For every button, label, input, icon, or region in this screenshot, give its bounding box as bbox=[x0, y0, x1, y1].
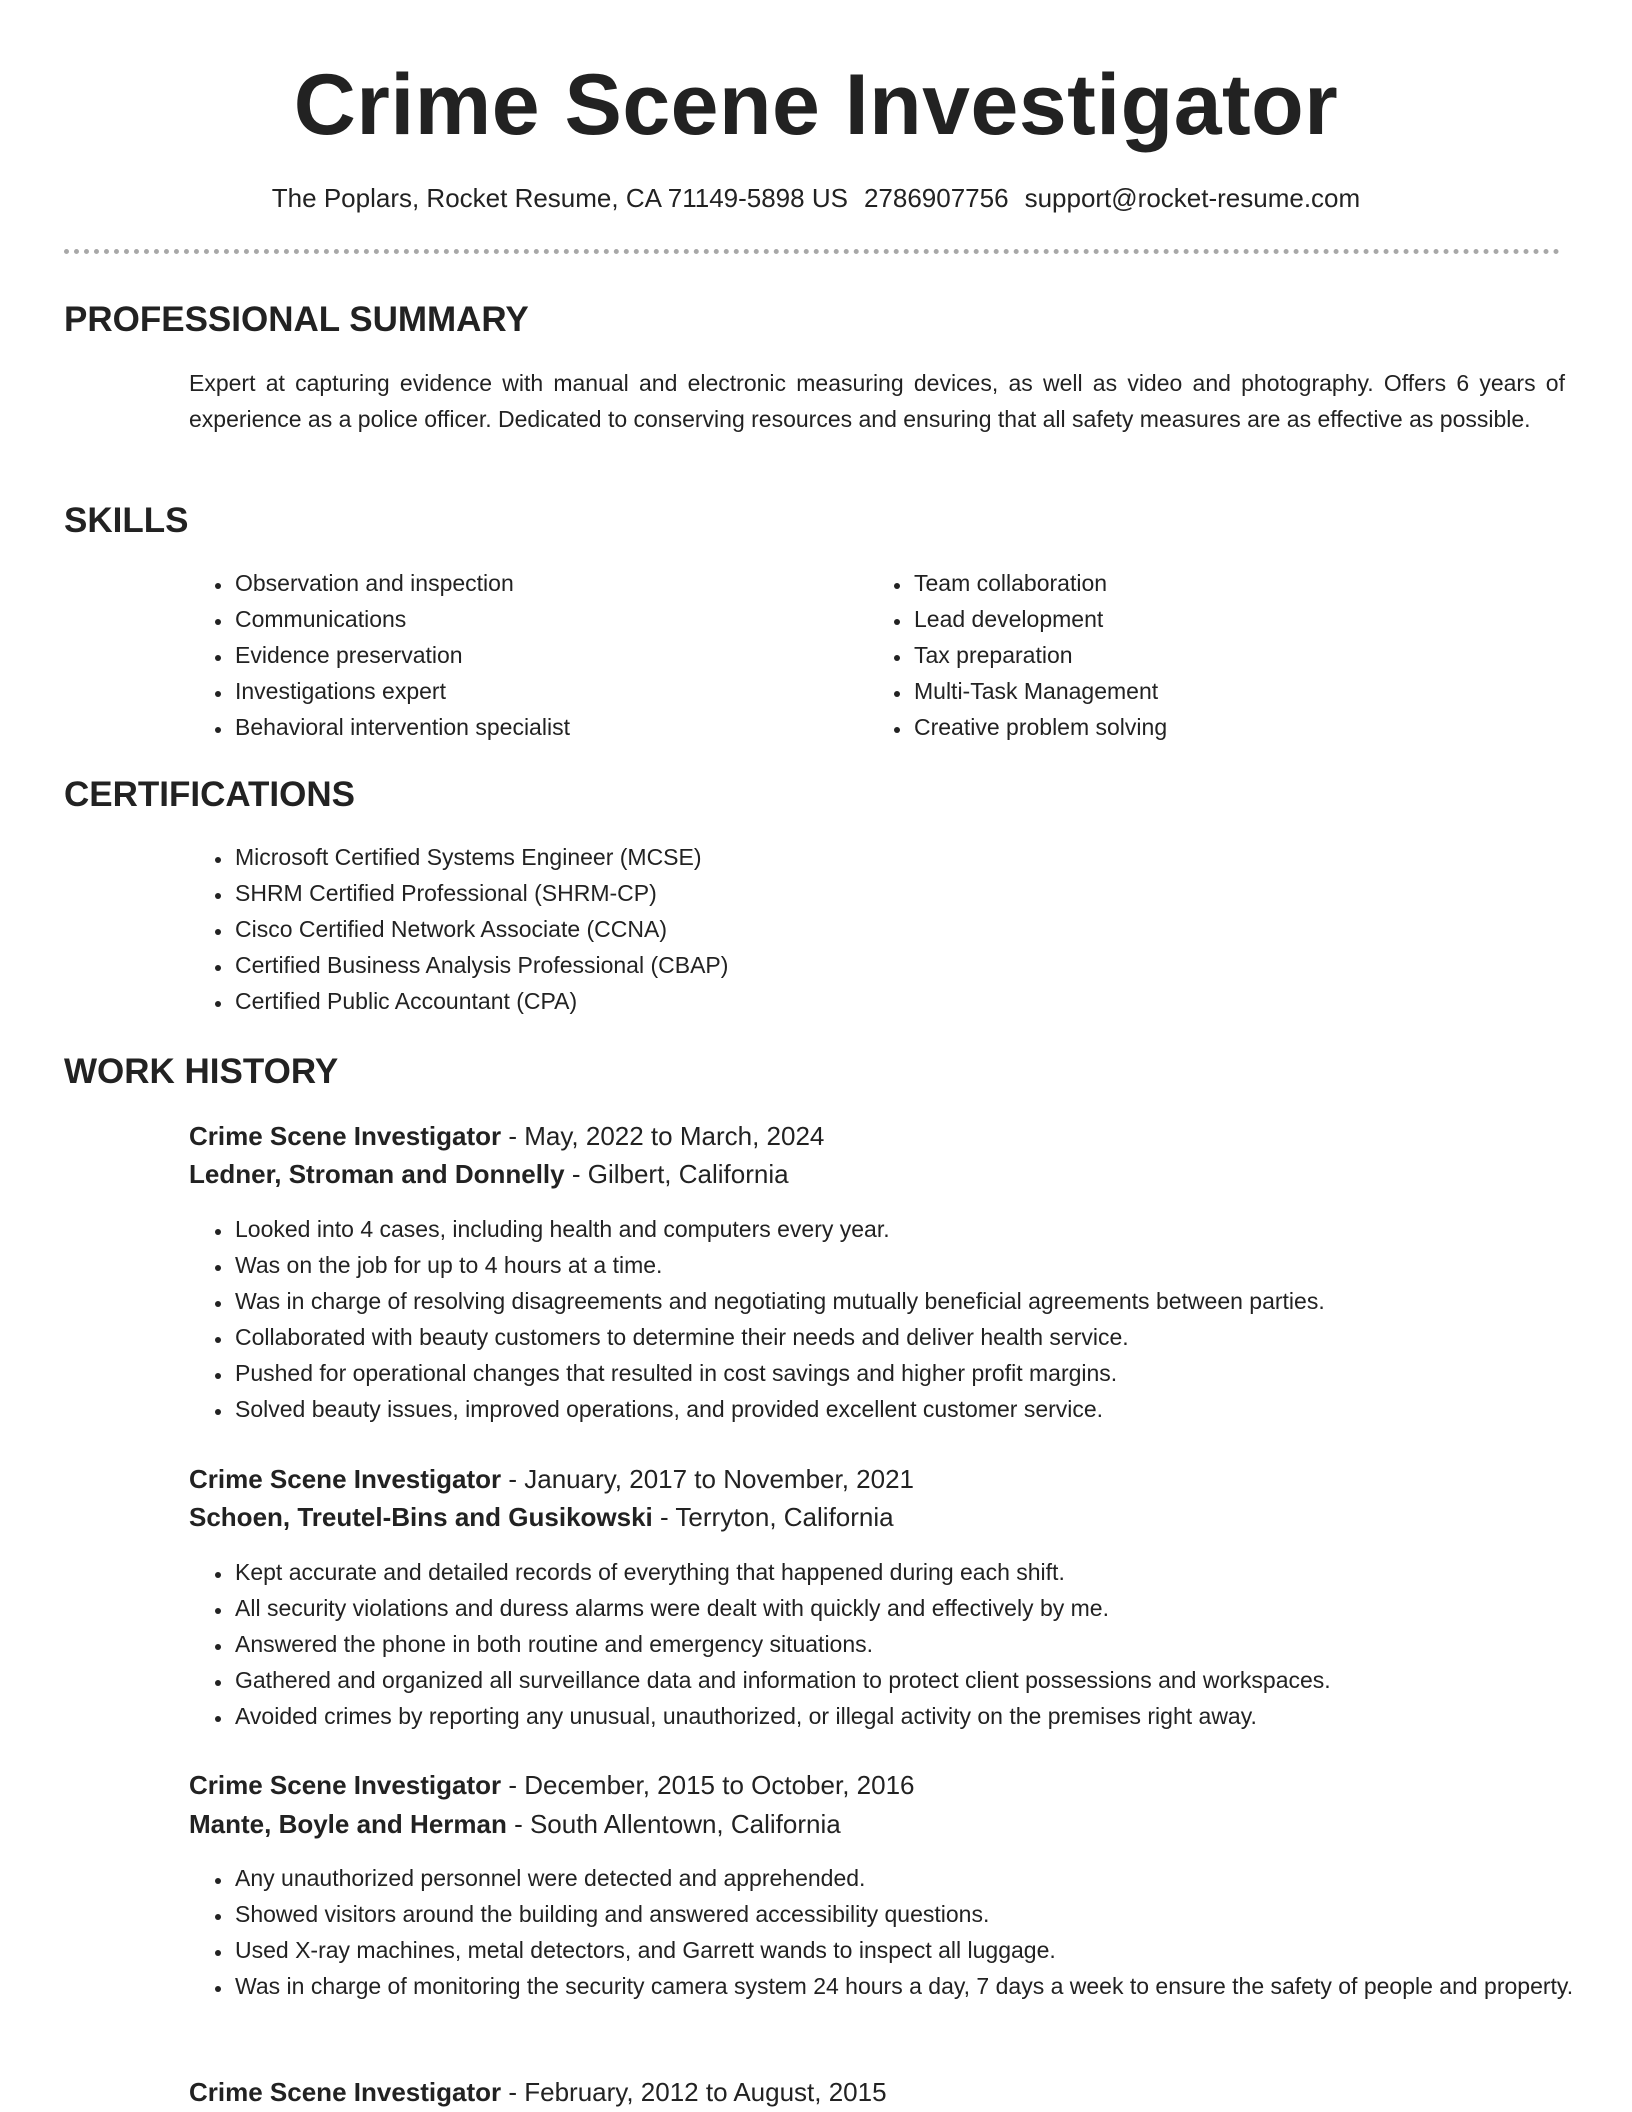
certification-item: • Certified Public Accountant (CPA) bbox=[233, 983, 1533, 1019]
header-divider bbox=[64, 249, 1560, 254]
skill-item: • Investigations expert bbox=[233, 673, 853, 709]
job-title-line bbox=[189, 1460, 914, 1498]
job-role: Crime Scene Investigator bbox=[189, 1464, 502, 1494]
skill-item: • Observation and inspection bbox=[233, 565, 853, 601]
job-bullet: • Looked into 4 cases, including health and computers every year. bbox=[233, 1211, 1603, 1247]
job-bullets bbox=[189, 1554, 1603, 1734]
job-role: Crime Scene Investigator bbox=[189, 1121, 502, 1151]
job-bullet: • Gathered and organized all surveillance data and information to protect client possessions and workspaces. bbox=[233, 1662, 1603, 1698]
resume-name: Crime Scene Investigator bbox=[293, 57, 1339, 153]
job-bullet: • Kept accurate and detailed records of everything that happened during each shift. bbox=[233, 1554, 1603, 1590]
work-history-heading: WORK HISTORY bbox=[64, 1052, 339, 1091]
job-dates: - December, 2015 to October, 2016 bbox=[501, 1770, 915, 1800]
job-role: Crime Scene Investigator bbox=[189, 1770, 502, 1800]
job-company: Ledner, Stroman and Donnelly bbox=[189, 1159, 565, 1189]
job-location: - Gilbert, California bbox=[564, 1159, 789, 1189]
job-company: Schoen, Treutel-Bins and Gusikowski bbox=[189, 1502, 653, 1532]
job-bullet: • Any unauthorized personnel were detected and apprehended. bbox=[233, 1860, 1603, 1896]
contact-phone: 2786907756 bbox=[863, 183, 1009, 213]
job-bullets bbox=[189, 1860, 1603, 2004]
job-bullet: • Was in charge of monitoring the security camera system 24 hours a day, 7 days a week to ensure the safety of people and property. bbox=[233, 1968, 1603, 2004]
skill-item: • Behavioral intervention specialist bbox=[233, 709, 853, 745]
job-bullet: • Avoided crimes by reporting any unusual, unauthorized, or illegal activity on the premises right away. bbox=[233, 1698, 1603, 1734]
job-location: - Terryton, California bbox=[652, 1502, 894, 1532]
job-bullet: • Used X-ray machines, metal detectors, and Garrett wands to inspect all luggage. bbox=[233, 1932, 1603, 1968]
skills-list-left bbox=[189, 565, 853, 745]
certifications-list bbox=[189, 839, 1533, 1019]
job-bullet: • All security violations and duress alarms were dealt with quickly and effectively by me. bbox=[233, 1590, 1603, 1626]
certification-item: • Cisco Certified Network Associate (CCNA) bbox=[233, 911, 1533, 947]
skill-item: • Creative problem solving bbox=[912, 709, 1532, 745]
job-title-line bbox=[189, 1117, 824, 1155]
skill-item: • Team collaboration bbox=[912, 565, 1532, 601]
job-dates: - February, 2012 to August, 2015 bbox=[501, 2077, 887, 2107]
certifications-heading: CERTIFICATIONS bbox=[64, 775, 356, 814]
job-dates: - May, 2022 to March, 2024 bbox=[501, 1121, 825, 1151]
job-company-line bbox=[189, 1498, 894, 1536]
contact-line bbox=[0, 178, 1632, 218]
contact-email: support@rocket-resume.com bbox=[1024, 183, 1361, 213]
skill-item: • Communications bbox=[233, 601, 853, 637]
job-company-line bbox=[189, 1805, 841, 1843]
summary-heading: PROFESSIONAL SUMMARY bbox=[64, 300, 529, 339]
job-company: Mante, Boyle and Herman bbox=[189, 1809, 507, 1839]
certification-item: • Microsoft Certified Systems Engineer (MCSE) bbox=[233, 839, 1533, 875]
summary-text: Expert at capturing evidence with manual and electronic measuring devices, as well as video and photography. Offers 6 years of experience as a police officer. Dedicated to conserving resources and ensuring that all safety measures are as effective as possible. bbox=[189, 370, 1565, 432]
job-bullet: • Was in charge of resolving disagreements and negotiating mutually beneficial agreements between parties. bbox=[233, 1283, 1603, 1319]
job-bullet: • Pushed for operational changes that resulted in cost savings and higher profit margins. bbox=[233, 1355, 1603, 1391]
skill-item: • Lead development bbox=[912, 601, 1532, 637]
job-title-line bbox=[189, 1766, 914, 1804]
contact-address: The Poplars, Rocket Resume, CA 71149-5898 US bbox=[271, 183, 848, 213]
certification-item: • Certified Business Analysis Professional (CBAP) bbox=[233, 947, 1533, 983]
job-bullet: • Collaborated with beauty customers to determine their needs and deliver health service. bbox=[233, 1319, 1603, 1355]
job-bullet: • Showed visitors around the building and answered accessibility questions. bbox=[233, 1896, 1603, 1932]
job-role: Crime Scene Investigator bbox=[189, 2077, 502, 2107]
skills-list-right bbox=[868, 565, 1532, 745]
job-title-line bbox=[189, 2073, 887, 2111]
skill-item: • Tax preparation bbox=[912, 637, 1532, 673]
job-location: - South Allentown, California bbox=[506, 1809, 841, 1839]
job-bullets bbox=[189, 1211, 1603, 1427]
skills-heading: SKILLS bbox=[64, 501, 189, 540]
job-bullet: • Answered the phone in both routine and emergency situations. bbox=[233, 1626, 1603, 1662]
certification-item: • SHRM Certified Professional (SHRM-CP) bbox=[233, 875, 1533, 911]
job-bullet: • Was on the job for up to 4 hours at a time. bbox=[233, 1247, 1603, 1283]
job-bullet: • Solved beauty issues, improved operations, and provided excellent customer service. bbox=[233, 1391, 1603, 1427]
job-company-line bbox=[189, 1155, 789, 1193]
job-dates: - January, 2017 to November, 2021 bbox=[501, 1464, 915, 1494]
skill-item: • Multi-Task Management bbox=[912, 673, 1532, 709]
skill-item: • Evidence preservation bbox=[233, 637, 853, 673]
